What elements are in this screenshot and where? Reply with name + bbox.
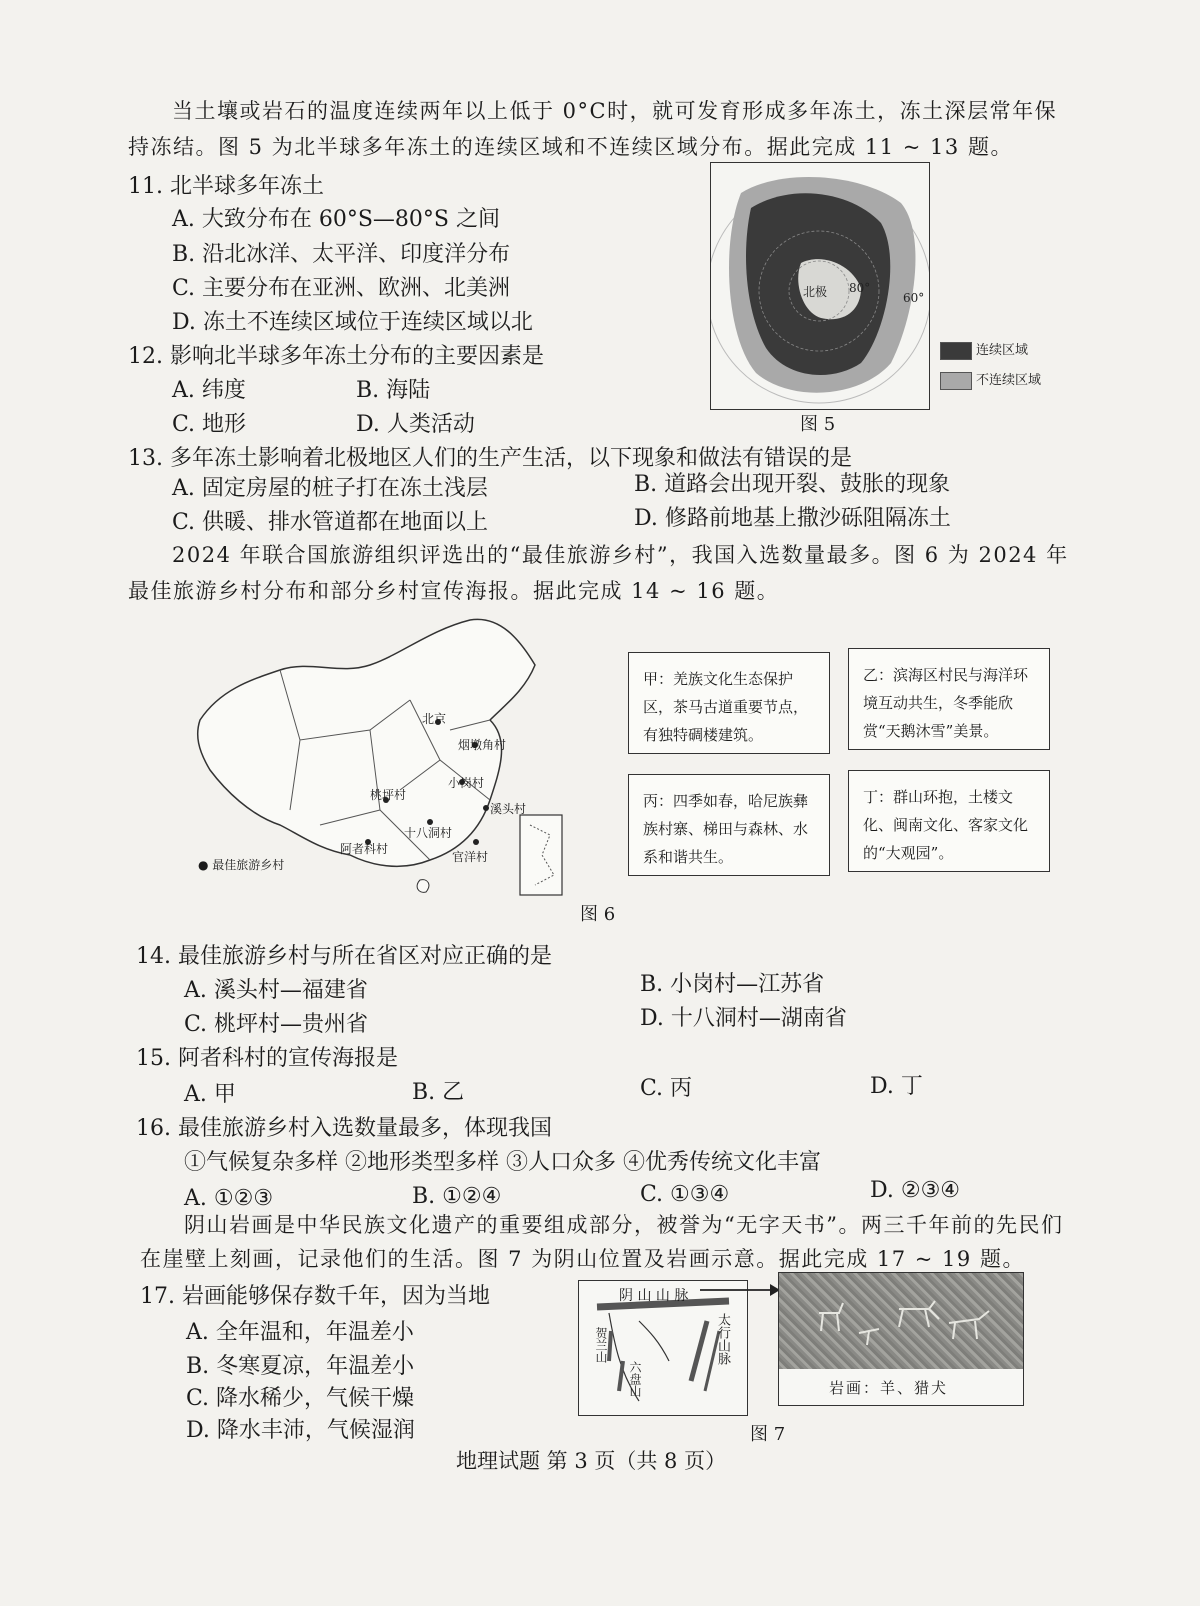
q13-option-a: A. 固定房屋的桩子打在冻土浅层 — [172, 476, 488, 501]
q17-option-d: D. 降水丰沛，气候湿润 — [186, 1418, 415, 1443]
q12-option-c: C. 地形 — [172, 412, 247, 437]
q14-option-c: C. 桃坪村—贵州省 — [184, 1012, 369, 1037]
q12-option-a: A. 纬度 — [172, 378, 246, 403]
figure-5-caption: 图 5 — [800, 414, 836, 435]
q17-option-a: A. 全年温和，年温差小 — [186, 1320, 414, 1345]
q13-option-c: C. 供暖、排水管道都在地面以上 — [172, 510, 489, 535]
question-17-stem: 17. 岩画能够保存数千年，因为当地 — [140, 1284, 490, 1309]
latitude-60-label: 60° — [903, 291, 925, 305]
legend-continuous-label: 连续区域 — [976, 343, 1029, 358]
q13-option-d: D. 修路前地基上撒沙砾阻隔冻土 — [634, 506, 951, 531]
q11-option-a: A. 大致分布在 60°S—80°S 之间 — [172, 207, 500, 232]
q12-option-b: B. 海陆 — [356, 378, 431, 403]
legend-discontinuous-swatch — [940, 372, 972, 390]
intro-line: 在崖壁上刻画，记录他们的生活。图 7 为阴山位置及岩画示意。据此完成 17 ~ 19 题。 — [140, 1247, 1025, 1271]
poster-ding: 丁：群山环抱，土楼文化、闽南文化、客家文化的“大观园”。 — [848, 770, 1050, 872]
taihang-range — [691, 1321, 707, 1381]
intro-line: 2024 年联合国旅游组织评选出的“最佳旅游乡村”，我国入选数量最多。图 6 为 2024 年 — [172, 543, 1069, 567]
latitude-80-label: 80° — [849, 281, 871, 295]
q14-option-b: B. 小岗村—江苏省 — [640, 972, 825, 997]
q12-option-d: D. 人类活动 — [356, 412, 475, 437]
legend-continuous-swatch — [940, 342, 972, 360]
map-legend: ● 最佳旅游乡村 — [198, 858, 285, 872]
q15-option-b: B. 乙 — [412, 1080, 465, 1105]
figure-7-rock-painting — [778, 1272, 1024, 1406]
poster-bing: 丙：四季如春，哈尼族彝族村寨、梯田与森林、水系和谐共生。 — [628, 774, 830, 876]
q11-option-d: D. 冻土不连续区域位于连续区域以北 — [172, 310, 533, 335]
question-15-stem: 15. 阿者科村的宣传海报是 — [136, 1046, 398, 1071]
intro-line: 持冻结。图 5 为北半球多年冻土的连续区域和不连续区域分布。据此完成 11 ~ 13 题。 — [128, 135, 1013, 159]
intro-line: 最佳旅游乡村分布和部分乡村宣传海报。据此完成 14 ~ 16 题。 — [128, 579, 780, 603]
legend-discontinuous-label: 不连续区域 — [976, 373, 1042, 388]
q16-option-a: A. ①②③ — [184, 1186, 274, 1211]
label-yandunjiao: 烟墩角村 — [458, 738, 507, 752]
question-13-stem: 13. 多年冻土影响着北极地区人们的生产生活，以下现象和做法有错误的是 — [128, 446, 852, 471]
q13-option-b: B. 道路会出现开裂、鼓胀的现象 — [634, 472, 951, 497]
page-footer: 地理试题 第 3 页（共 8 页） — [456, 1449, 727, 1473]
label-liupanshan: 六盘山 — [628, 1361, 642, 1397]
label-taihang: 太行山脉 — [715, 1313, 730, 1365]
q17-option-b: B. 冬寒夏凉，年温差小 — [186, 1354, 415, 1379]
label-xiaogang: 小岗村 — [448, 776, 485, 790]
figure-7-caption: 图 7 — [750, 1424, 786, 1445]
q15-option-d: D. 丁 — [870, 1074, 923, 1099]
q15-option-c: C. 丙 — [640, 1076, 693, 1101]
figure-5-permafrost-map — [710, 162, 930, 410]
pole-label: 北极 — [803, 285, 828, 299]
rock-painting-image — [779, 1273, 1023, 1369]
label-guanyang: 官洋村 — [452, 850, 489, 864]
intro-line: 阴山岩画是中华民族文化遗产的重要组成部分，被誉为“无字天书”。两三千年前的先民们 — [184, 1213, 1064, 1237]
question-14-stem: 14. 最佳旅游乡村与所在省区对应正确的是 — [136, 944, 552, 969]
label-beijing: 北京 — [422, 712, 447, 726]
q11-option-b: B. 沿北冰洋、太平洋、印度洋分布 — [172, 242, 511, 267]
map-legend-label: 最佳旅游乡村 — [212, 858, 285, 872]
figure-6-china-map — [190, 610, 580, 910]
label-xitou: 溪头村 — [490, 802, 527, 816]
arrow-icon — [700, 1282, 780, 1298]
question-12-stem: 12. 影响北半球多年冻土分布的主要因素是 — [128, 344, 544, 369]
poster-jia: 甲：羌族文化生态保护区，茶马古道重要节点，有独特碉楼建筑。 — [628, 652, 830, 754]
label-yinshan: 阴 山 山 脉 — [619, 1288, 689, 1304]
figure-7-location-map — [578, 1280, 748, 1416]
label-taoping: 桃坪村 — [370, 788, 407, 802]
q15-option-a: A. 甲 — [184, 1082, 236, 1107]
q14-option-d: D. 十八洞村—湖南省 — [640, 1006, 847, 1031]
label-shibadong: 十八洞村 — [404, 826, 453, 840]
question-11-stem: 11. 北半球多年冻土 — [128, 174, 324, 199]
q16-option-c: C. ①③④ — [640, 1182, 730, 1207]
label-azheke: 阿者科村 — [340, 842, 389, 856]
q17-option-c: C. 降水稀少，气候干燥 — [186, 1386, 415, 1411]
q16-option-b: B. ①②④ — [412, 1184, 502, 1209]
q16-items: ①气候复杂多样 ②地形类型多样 ③人口众多 ④优秀传统文化丰富 — [184, 1150, 821, 1175]
q11-option-c: C. 主要分布在亚洲、欧洲、北美洲 — [172, 276, 511, 301]
poster-yi: 乙：滨海区村民与海洋环境互动共生，冬季能欣赏“天鹅沐雪”美景。 — [848, 648, 1050, 750]
question-16-stem: 16. 最佳旅游乡村入选数量最多，体现我国 — [136, 1116, 552, 1141]
label-helanshan: 贺兰山 — [594, 1327, 608, 1363]
q14-option-a: A. 溪头村—福建省 — [184, 978, 368, 1003]
intro-line: 当土壤或岩石的温度连续两年以上低于 0°C时，就可发育形成多年冻土，冻土深层常年保 — [172, 99, 1058, 123]
rock-painting-caption: 岩画：羊、猎犬 — [829, 1379, 949, 1397]
figure-6-caption: 图 6 — [580, 904, 616, 925]
rock-carving-svg — [779, 1273, 1023, 1369]
q16-option-d: D. ②③④ — [870, 1178, 961, 1203]
